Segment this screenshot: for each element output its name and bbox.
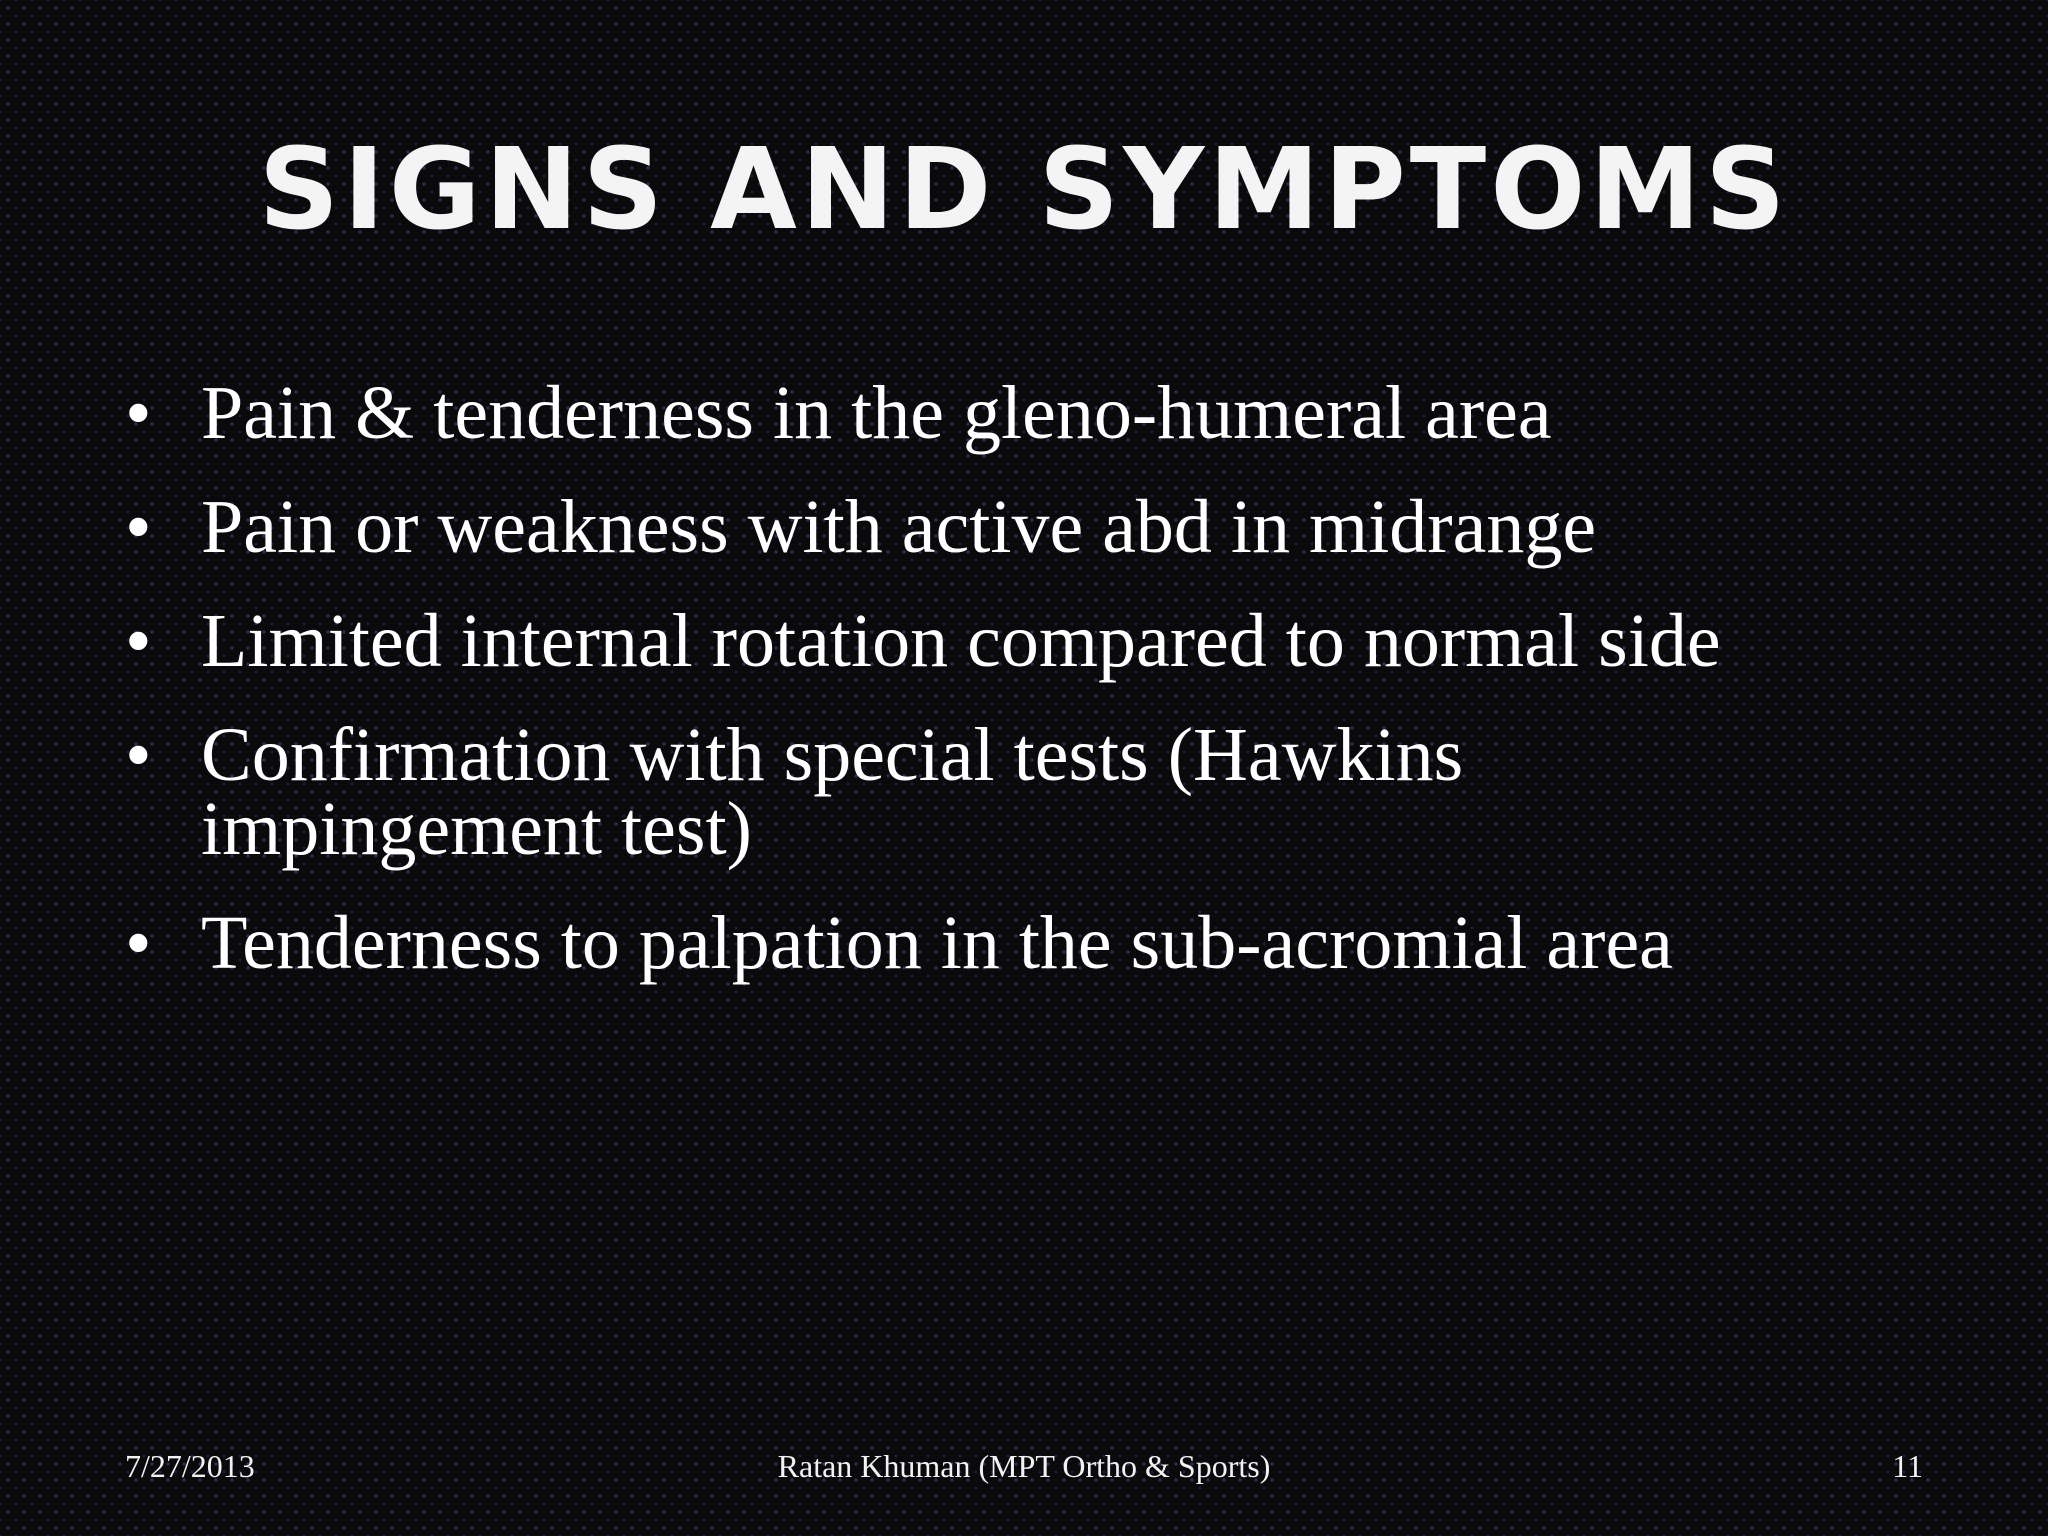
footer-date: 7/27/2013	[125, 1448, 255, 1484]
bullet-text: Pain & tenderness in the gleno-humeral area	[201, 371, 1552, 455]
bullet-item	[125, 599, 1945, 683]
bullet-item	[125, 371, 1945, 455]
bullet-marker: •	[125, 901, 152, 985]
bullet-text: Pain or weakness with active abd in midrange	[201, 485, 1597, 569]
footer-page-number: 11	[1892, 1448, 1923, 1484]
footer-author: Ratan Khuman (MPT Ortho & Sports)	[777, 1448, 1271, 1484]
bullet-item	[125, 485, 1945, 569]
bullet-item	[125, 713, 1671, 871]
bullet-text: Tenderness to palpation in the sub-acromial area	[201, 901, 1673, 985]
slide-title: SIGNS AND SYMPTOMS	[258, 125, 1790, 255]
bullet-marker: •	[125, 599, 152, 683]
bullet-marker: •	[125, 485, 152, 569]
bullet-marker: •	[125, 371, 152, 455]
bullet-list	[125, 371, 1945, 1020]
bullet-item	[125, 901, 1945, 985]
bullet-text: Confirmation with special tests (Hawkins impingement test)	[201, 713, 1464, 871]
bullet-text: Limited internal rotation compared to normal side	[201, 599, 1721, 683]
bullet-marker: •	[125, 713, 152, 797]
